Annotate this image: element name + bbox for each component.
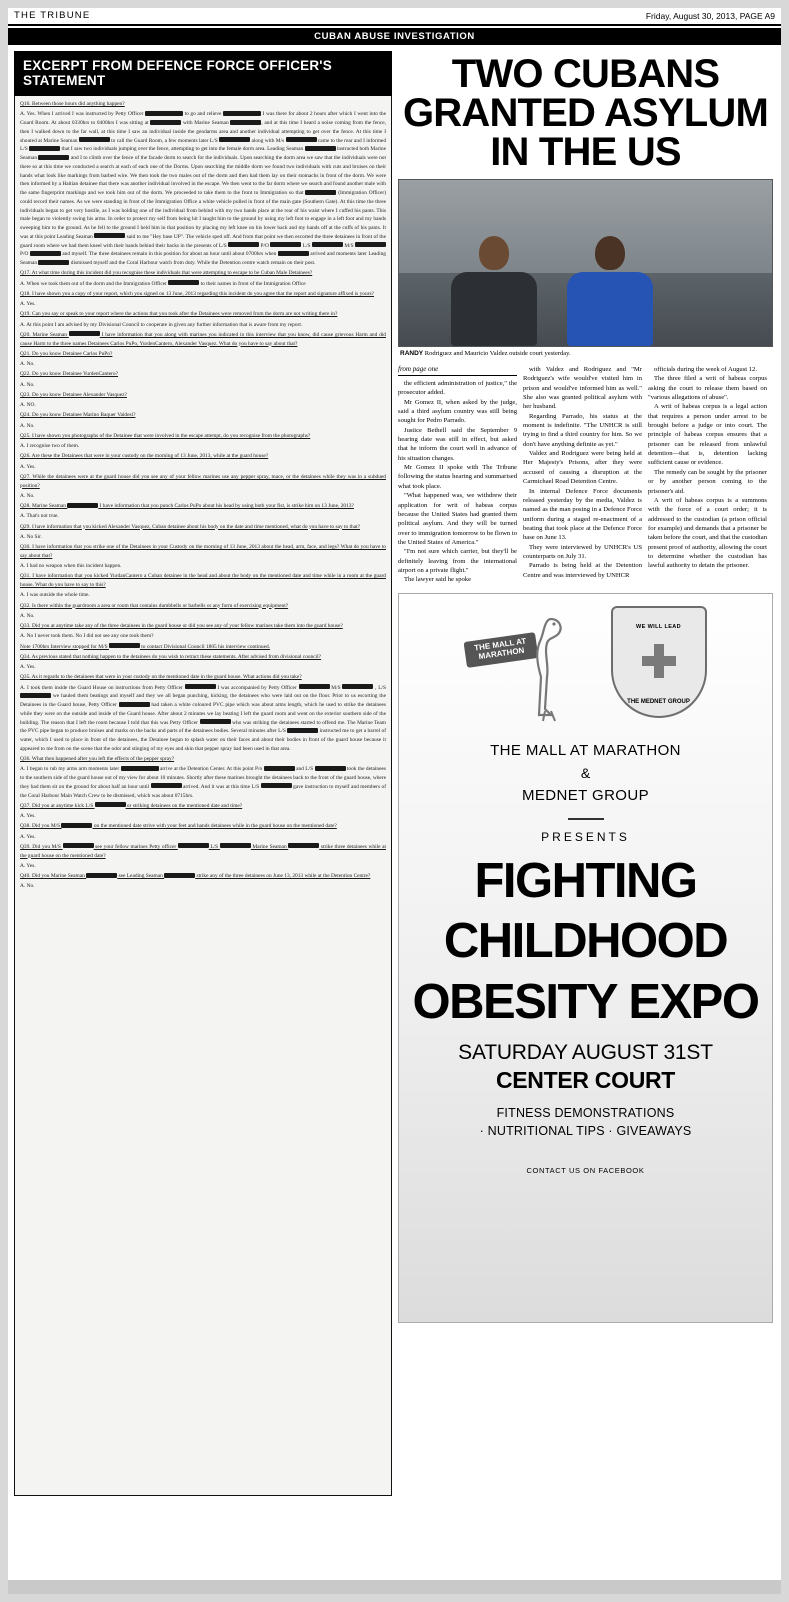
article-paragraph: Regarding Parrado, his status at the moment is indefinite. "The UNHCR is still trying to find a third country for him. So we don't have anything definite as yet." xyxy=(523,412,642,448)
statement-line: Q16. Between those hours did anything happen? xyxy=(20,101,125,107)
redaction-bar xyxy=(67,503,98,508)
redaction-bar xyxy=(261,783,292,788)
ad-venue: CENTER COURT xyxy=(495,1067,676,1094)
article-paragraph: Justice Bethell said the September 9 hearing date was still in effect, but asked that he inform the court well in advance of his situation changes. xyxy=(398,426,517,462)
statement-line: A. Yes. xyxy=(20,463,36,470)
article-col-2 xyxy=(523,365,642,585)
statement-line: A. NO. xyxy=(20,402,36,408)
article-paragraph: Parrado is being held at the Detention Centre and was interviewed by UNHCR xyxy=(523,562,642,579)
flamingo-icon xyxy=(525,611,571,723)
ad-title-line-3: OBESITY EXPO xyxy=(412,974,759,1029)
ad-partner-1: THE MALL AT MARATHON xyxy=(490,741,681,759)
statement-line: A. That's not true. xyxy=(20,513,59,520)
statement-line: Q38. Did you M/S on the mentioned date strive with your feet and hands detainees while in the guard house on the mentioned date? xyxy=(20,823,337,830)
article-paragraph: A writ of habeas corpus is a summons with the force of a court order; it is addressed to the custodian (a prison official for example) and demands that a prisoner be taken before the court, and that the custodian present proof of authority, allowing the court to determine whether the custodian has lawful authority to detain the prisoner. xyxy=(648,496,767,570)
person-torso xyxy=(451,272,537,346)
article-paragraph: In internal Defence Force documents released yesterday by the media, Valdez is named as the man posing in a Defence Force uniform during a staged re-enactment of a beating that took place at the Defence Force base on June 13. xyxy=(523,487,642,542)
ad-feature-2: · NUTRITIONAL TIPS · GIVEAWAYS xyxy=(479,1124,692,1139)
statement-line: Q24. Do you know Detainee Marino Baquer Valdesi? xyxy=(20,412,136,419)
statement-line: Q30. I have information that you strike one of the Detainees in your Custody on the morning of 13 June, 2013 about the head, arm, face, and legs? What do you have to say about that? xyxy=(20,544,386,559)
statement-line: Q22. Do you know Detainee YurdenCantero? xyxy=(20,371,119,378)
mall-logo-text: THE MALL AT MARATHON xyxy=(463,632,538,668)
redaction-bar xyxy=(95,802,126,807)
article-body xyxy=(398,363,773,585)
redaction-bar xyxy=(61,823,92,828)
ad-divider xyxy=(568,818,604,820)
statement-text xyxy=(14,96,392,1496)
redaction-bar xyxy=(164,873,195,878)
statement-line: Q31. I have information that you kicked YurdanCantero a Cuban detainee in the head and about the body on the mentioned date and time while in a room at the guard house. What do you have to say to this? xyxy=(20,573,386,588)
statement-line: Q26. Are these the Detainees that were in your custody on the morning of 13 June, 2013, while at the guard house? xyxy=(20,453,269,460)
statement-line: Q17. At what time during this incident did you recognise these individuals that were attempting to escape to be Cuban Male Detainees? xyxy=(20,270,313,277)
redaction-bar xyxy=(220,843,251,848)
statement-line: Q28. Marine Seaman I have information that you punch Carlos PuPo about his head by using both your fist, is strike him on 13 June, 2013? xyxy=(20,503,354,509)
statement-line: A. Yes. xyxy=(20,813,36,819)
redaction-bar xyxy=(355,242,386,247)
statement-line: A. Yes. xyxy=(20,301,36,307)
redaction-bar xyxy=(287,728,318,733)
article-paragraph: "I'm not sure which carrier, but they'll be definitely leaving from the international airport on a private flight." xyxy=(398,548,517,575)
article-paragraph: Mr Gomez II spoke with The Tribune following the status hearing and summarised what took place. xyxy=(398,464,517,490)
article-paragraph: the efficient administration of justice," the prosecutor added. xyxy=(398,379,517,397)
redaction-bar xyxy=(168,280,199,285)
ad-title-line-2: CHILDHOOD xyxy=(443,914,728,969)
redaction-bar xyxy=(150,120,181,125)
photo-caption-lead: RANDY xyxy=(400,350,424,358)
statement-line: A. Yes. xyxy=(20,664,36,670)
article-paragraph: Mr Gomez II, when asked by the judge, said a third asylum country was still being sought for Pedro Parrado. xyxy=(398,398,517,425)
redaction-bar xyxy=(38,155,69,160)
photo-caption xyxy=(398,347,773,362)
masthead xyxy=(8,8,781,26)
article-paragraph: The lawyer said he spoke xyxy=(404,576,472,584)
statement-line: Q18. I have shown you a copy of your report, which you signed on 13 June, 2013 regarding this incident do you agree that the report and signature affixed is yours? xyxy=(20,290,374,297)
statement-title: EXCERPT FROM DEFENCE FORCE OFFICER'S STATEMENT xyxy=(14,51,392,96)
redaction-bar xyxy=(63,843,94,848)
redaction-bar xyxy=(286,137,317,142)
statement-line: Q23. Do you know Detainee Alexander Vasquez? xyxy=(20,391,127,398)
photo-caption-text: Rodriguez and Mauricio Valdez outside court yesterday. xyxy=(423,350,571,358)
crest-shield-icon xyxy=(611,606,707,718)
statement-line: A. No. xyxy=(20,381,35,388)
statement-line: Q34. As previous stated that nothing happen to the detainees do you wish to retract these statements. After advised from divisional council? xyxy=(20,653,322,660)
article-paragraph: Valdez and Rodriguez were being held at Her Majesty's Prisons, after they were accused of causing a disruption at the Carmichael Road Detention Centre. xyxy=(523,450,642,486)
article-paragraph: A writ of habeas corpus is a legal action that requires a person under arrest to be brought before a judge or into court. The principle of habeas corpus ensures that a prisoner can be released from unlawful detention—that is, detention lacking sufficient cause or evidence. xyxy=(648,403,767,467)
redaction-bar xyxy=(270,242,301,247)
photo-person-left xyxy=(451,236,537,346)
statement-line: A. Yes. xyxy=(20,833,36,840)
redaction-bar xyxy=(30,251,61,256)
article-paragraph: The remedy can be sought by the prisoner or by another person coming to the prisoner's aid. xyxy=(648,468,767,495)
redaction-bar xyxy=(342,684,373,689)
statement-line: Q32. Is there within the guardroom a area or room that contains dumbbells or barbells or any form of exercising equipment? xyxy=(20,602,289,609)
paper-name: THE TRIBUNE xyxy=(14,10,91,21)
statement-line: Note 1700hrs Interview stopped for M/S to contact Divisional Council 1805 his interview continued. xyxy=(20,643,271,650)
statement-line: Q29. I have information that you kicked Alexander Vasquez, Cuban detainee about his body on the date and time mentioned, what do you have to say to that? xyxy=(20,523,361,530)
statement-line: Q35. As it regards to the detainees that were in your custody on the mentioned date in the guard house. What actions did you take? xyxy=(20,674,302,681)
statement-line: Q27. While the detainees were at the guard house did you see any of your fellow marines use any pepper spray, mace, or the detainees while they was in a subdued position? xyxy=(20,473,386,489)
statement-line: A. No. xyxy=(20,361,35,367)
redaction-bar xyxy=(119,702,150,707)
article-col-1 xyxy=(398,365,517,585)
redaction-bar xyxy=(69,331,100,336)
statement-line: Q19. Can you say or speak to your report where the actions that you took after the Detainees were removed from the dorm are not writing there in? xyxy=(20,311,338,318)
redaction-bar xyxy=(264,766,295,771)
redaction-bar xyxy=(121,766,159,771)
page-footer-bar xyxy=(8,1580,781,1594)
page-headline: TWO CUBANS GRANTED ASYLUM IN THE US xyxy=(402,52,769,174)
statement-line: Q20. Marine Seaman I have information that you along with marines you indicated in this interview that you know, did cause grievous Harm and did cause Harm to the three names Detainees Carlos PuPo, YurdenCantero, Alexander Vasquez. What do you have to say about that? xyxy=(20,331,386,347)
statement-line: Q39. Did you M/S see your fellow marines Petty officer L/S Marine Seaman strike three detainees while at the guard house on the mentioned date? xyxy=(20,843,386,859)
statement-line: Q40. Did you Marine Seaman see Leading Seaman strike any of the three detainees on June 13, 2013 while at the Detention Centre? xyxy=(20,873,371,879)
statement-line: A. I recognise two of them. xyxy=(20,443,80,449)
statement-line: A. Yes. xyxy=(20,862,36,869)
ad-ampersand: & xyxy=(580,764,591,781)
ad-date: SATURDAY AUGUST 31ST xyxy=(458,1041,713,1065)
redaction-bar xyxy=(29,146,60,151)
redaction-bar xyxy=(288,843,319,848)
statement-line: A. I had no weapon when this incident happen. xyxy=(20,563,122,569)
mall-logo xyxy=(459,607,579,732)
redaction-bar xyxy=(145,111,183,116)
redaction-bar xyxy=(228,242,259,247)
redaction-bar xyxy=(305,190,336,195)
person-head xyxy=(479,236,509,270)
statement-line: A. No. xyxy=(20,612,35,619)
redaction-bar xyxy=(20,693,51,698)
redaction-bar xyxy=(219,137,250,142)
article-col-3 xyxy=(648,365,767,585)
statement-line: Q25. I have shown you photographs of the Detainee that were involved in the escape attempt, do you recognise from the photographs? xyxy=(20,432,311,439)
redaction-bar xyxy=(185,684,216,689)
photo-person-right xyxy=(567,236,653,346)
ad-feature-1: FITNESS DEMONSTRATIONS xyxy=(496,1106,675,1121)
redaction-bar xyxy=(200,719,231,724)
person-torso xyxy=(567,272,653,346)
newspaper-page xyxy=(8,8,781,1594)
statement-line: A. I began to rub my arms arm moments later arrive at the Detention Center. At this point P/o and L/S took the detainees to the southern side of the guard house out of my view for about 10 minutes. Shortly after these marines brought the detainees back to the front of the guard house, where they had them sit on the ground for about half an hour until arrived. And it was at this time L/S gave instruction to myself and members of the Coral Harbour Main Watch Crew to be dismissed, which was about 0715hrs. xyxy=(20,766,386,799)
article-column xyxy=(398,51,773,1496)
advertisement[interactable] xyxy=(398,593,773,1323)
statement-column xyxy=(14,51,392,1496)
statement-line: Q21. Do you know Detainee Carlos PuPo? xyxy=(20,350,113,357)
statement-line: A. Yes. When I arrived I was instructed by Petty Officer to go and relieve I was there for about 2 hours after which I went into the Guard Room. At about 0330hrs to 0400hrs I was sitting at with Marine Seaman , and at this time I heard a noise coming from the fence, then I walked down to the far wall, at this time I saw an individual inside the gendarms area and another individual attempting to get over the fence. At this time I shouted at Marine Seaman to call the Guard Room, a few moments later L/S along with M/s came to the rear and I informed L/S that I saw two individuals jumping over the fence, attempting to get into the female dorm area. Leading Seaman instructed both Marine Seaman and I to climb over the fence of the facade dorm to search for the individuals. Upon searching the dorm area we saw that the individuals were not there so at this time we conducted a search at each of each one of the Dorms. Upon searching the middle dorm we found two individuals with cuts and bruises on their hands what look like markings from barbed wire. We then took the two males out of the dorm and then had them lay on their stomachs in front of the dorm. We were then informed by a Haitian detainee that there was another individual involved in the escape. We then went to the far dorm where we search and found another male with the same fingerprint markings and we took him out of the dorm. We proceeded to take them to the front to Immigration so that (Immigration Officer) could record their names. As we were standing in front of the Immigration Office a white vehicle pulled in front of the main gate (Southern Gate). At this time the three individuals began to get very hostile, as I was holding one of the individual from behind with my two hands place at the rear of his waist where I cuffed his pants. This male began to violently swing his arms. In order to protect my self from being hit I taught him to the ground by using my left foot to engage in a left foot and my hands sweeping him to the ground. As he fell to the ground I held him in that position by placing my left knee on his lower back and my hands off at the cuffs of his pants. It was at this point Leading Seaman said to me "Hey base UP". The vehicle sped off. And from that point we then escorted the three detainees in front of the guard room where we had them kneel with their hands behind their backs in the presents of L/S P/O L/S M/S P/O and myself. The three detainees remain in this position for about an hour until about 0700hrs when arrived and moments later Leading Seaman dismissed myself and the Coral Harbour watch from duty. While the Detention centre watch remain on their post. xyxy=(20,111,387,266)
mednet-logo xyxy=(605,606,713,734)
article-paragraph: "What happened was, we withdrew their application for writ of habeas corpus because the United States had granted them political asylum. And they will be turned over to immigration tomorrow to be flown to the United States of America." xyxy=(398,492,517,546)
redaction-bar xyxy=(94,233,125,238)
crest-motto: WE WILL LEAD xyxy=(635,623,682,630)
statement-line: Q37. Did you at anytime kick L/S or striking detainees on the mentioned date and time? xyxy=(20,802,243,809)
redaction-bar xyxy=(305,146,336,151)
statement-line: Q36. What then happened after you left the effects of the pepper spray? xyxy=(20,756,175,762)
ad-logos xyxy=(407,604,764,736)
statement-line: Q33. Did you at anytime take any of the three detainees in the guard house or did you see any of your fellow marines take them into the guard house? xyxy=(20,623,343,629)
article-paragraph: with Valdez and Rodriguez and "Mr Rodriguez's wife would've visited him in prison and would've informed him as well." She also was granted political asylum with her husband. xyxy=(523,365,642,411)
redaction-bar xyxy=(38,260,69,265)
ad-contact[interactable]: CONTACT US ON FACEBOOK xyxy=(526,1166,645,1176)
redaction-bar xyxy=(230,120,261,125)
redaction-bar xyxy=(223,111,261,116)
redaction-bar xyxy=(86,873,117,878)
redaction-bar xyxy=(299,684,330,689)
statement-line: A. At this point I am advised by my Divisional Council to cooperate in given any further information that is aware from my report. xyxy=(20,321,303,328)
court-photo xyxy=(398,179,773,347)
article-paragraph: They were interviewed by UNHCR's US counterparts on July 31. xyxy=(523,543,642,561)
redaction-bar xyxy=(315,766,346,771)
ad-presents: PRESENTS xyxy=(541,829,630,844)
redaction-bar xyxy=(151,783,182,788)
ad-title-line-1: FIGHTING xyxy=(474,853,697,908)
statement-line: A. No Sir. xyxy=(20,533,42,540)
ad-partner-2: MEDNET GROUP xyxy=(521,786,650,804)
statement-line: A. I took them inside the Guard House on instructions from Petty Officer I was accompanied by Petty Officer M/S , L/S we hauled them beatings and myself and they we all began punching, kicking, the detainees who were laid out on the floor. Prior to us escorting the Detainees in the Guard house, Petty Officer had taken a white coloured PVC pipe which was about arms length, which he used to strike the detainees while they were on the outside and inside of the Guard house. After about 2 minutes we lay beating I left the guard room and went on the exterior southern side of the building. The reason that I left the room because I told that this was Petty Officer who was striking the detainees started to offend me. The Marine Team the PVC pipe began to produce bruises and marks on the backs and parts of the detainees bodies. Several minutes after L/S instructed me to get a barrel of water, which I used to place in front of the detainees, the Detainee began to splash water on their faces and about their bodies in front of the guard house because it appeared to me from on the scene that the odor and stinging of my eyes and skin that pepper spray had been used in that area. xyxy=(20,684,387,752)
person-head xyxy=(595,236,625,270)
section-band: CUBAN ABUSE INVESTIGATION xyxy=(8,28,781,45)
redaction-bar xyxy=(178,843,209,848)
dateline: Friday, August 30, 2013, PAGE A9 xyxy=(645,11,775,21)
cross-icon xyxy=(654,644,664,678)
statement-line: A. No I never took them. No I did not see any one took them? xyxy=(20,633,154,640)
statement-line: A. I was outside the whole time. xyxy=(20,592,90,599)
statement-line: A. No. xyxy=(20,492,35,499)
redaction-bar xyxy=(109,643,140,648)
statement-line: A. No. xyxy=(20,883,35,890)
redaction-bar xyxy=(312,242,343,247)
page-body xyxy=(8,45,781,1496)
article-paragraph: The three filed a writ of habeas corpus asking the court to release them based on "various allegations of abuse". xyxy=(648,375,767,401)
redaction-bar xyxy=(278,251,309,256)
from-page-one-label: from page one xyxy=(398,365,517,376)
redaction-bar xyxy=(79,137,110,142)
statement-line: A. When we took them out of the dorm and the Immigration Officer to their names in front of the Immigration Office xyxy=(20,280,306,287)
article-paragraph: officials during the week of August 12. xyxy=(654,365,757,373)
statement-line: A. No. xyxy=(20,422,35,429)
crest-label: THE MEDNET GROUP xyxy=(627,699,690,706)
